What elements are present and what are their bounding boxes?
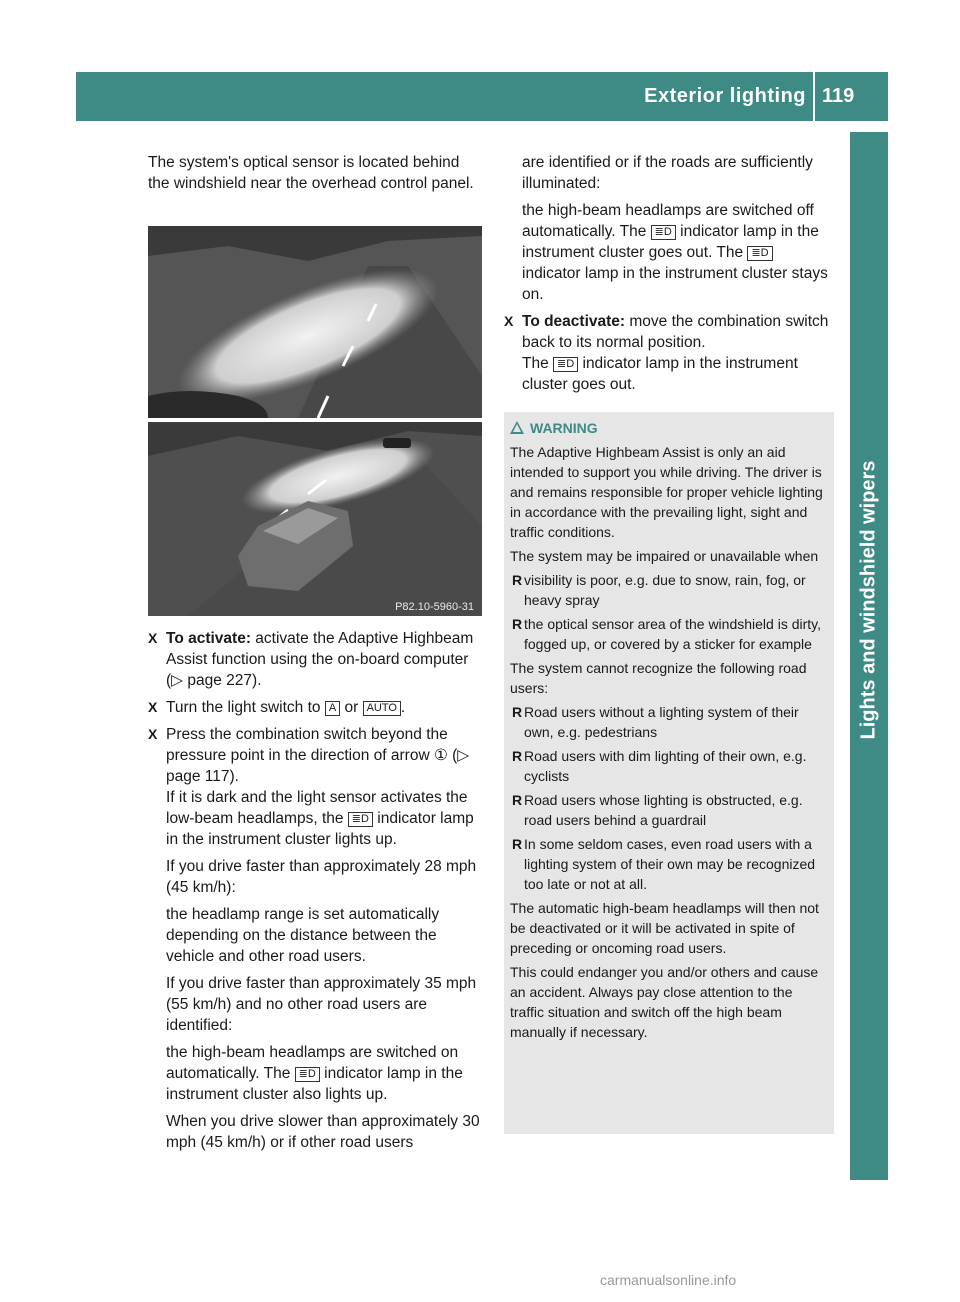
warning-para-3: The system cannot recognize the following road users:: [510, 660, 807, 696]
high-beam-indicator-icon: ≣D: [651, 225, 676, 240]
light-switch-auto-icon: AUTO: [363, 701, 401, 716]
figure-code: P82.10-5960-31: [395, 601, 474, 613]
para-35mph: If you drive faster than approximately 35 mph (55 km/h) and no other road users are identified:: [166, 975, 477, 1034]
low-beam-indicator-icon: ≣D: [747, 246, 772, 261]
intro-paragraph: The system's optical sensor is located behind the windshield near the overhead control panel.: [148, 154, 474, 192]
para-28mph: If you drive faster than approximately 28 mph (45 km/h):: [166, 858, 477, 896]
para-continuation: are identified or if the roads are sufficiently illuminated:: [522, 154, 813, 192]
para-high-beam-off: the high-beam headlamps are switched off automatically. The ≣D indicator lamp in the instrument cluster goes out. The ≣D indicator lamp in the instrument cluster stays on.: [522, 202, 828, 303]
headlamp-illustration: [148, 226, 482, 616]
warning-box: [504, 412, 834, 1134]
step-arrow-icon: X: [148, 630, 158, 646]
footer-watermark: carmanualsonline.info: [600, 1272, 737, 1288]
para-high-beam-on: the high-beam headlamps are switched on automatically. The ≣D indicator lamp in the instrument cluster also lights up.: [166, 1044, 463, 1103]
warning-content: [510, 418, 830, 1046]
warning-para-4: The automatic high-beam headlamps will then not be deactivated or it will be activated in spite of preceding or oncoming road users.: [510, 900, 819, 956]
left-column: [148, 152, 482, 194]
step-activate: X To activate: activate the Adaptive Highbeam Assist function using the on-board computer (▷ page 227).: [148, 630, 474, 689]
page-number: 119: [822, 85, 855, 107]
list-item: R In some seldom cases, even road users with a lighting system of their own may be recognized too late or not at all.: [512, 836, 816, 892]
warning-para-1: The Adaptive Highbeam Assist is only an aid intended to support you while driving. The driver is and remains responsible for proper vehicle lighting in accordance with the prevailing light, sight and traffic conditions.: [510, 444, 823, 540]
step-light-switch: X Turn the light switch to A or AUTO .: [148, 699, 406, 716]
step-arrow-icon: X: [148, 726, 158, 742]
step-arrow-icon: X: [148, 699, 158, 715]
warning-para-2: The system may be impaired or unavailable when: [510, 548, 819, 564]
illustration-svg: [148, 226, 482, 616]
para-deactivate-lamp: The ≣D indicator lamp in the instrument cluster goes out.: [522, 355, 798, 393]
right-column: [504, 152, 834, 395]
section-title: Exterior lighting: [644, 85, 806, 107]
list-item: R visibility is poor, e.g. due to snow, rain, fog, or heavy spray: [512, 572, 806, 608]
warning-para-5: This could endanger you and/or others and cause an accident. Always pay close attention to the traffic situation and switch off the high beam manually if necessary.: [510, 964, 819, 1040]
step-press-switch: X Press the combination switch beyond the pressure point in the direction of arrow ① (▷ page 117).: [148, 726, 470, 785]
low-beam-indicator-icon: ≣D: [553, 357, 578, 372]
low-beam-indicator-icon: ≣D: [348, 812, 373, 827]
step-arrow-icon: X: [504, 313, 514, 329]
para-30mph: When you drive slower than approximately 30 mph (45 km/h) or if other road users: [166, 1113, 480, 1151]
list-item: R the optical sensor area of the windshield is dirty, fogged up, or covered by a sticker for example: [512, 616, 822, 652]
left-column-steps: [148, 628, 482, 1153]
para-low-beam: If it is dark and the light sensor activates the low-beam headlamps, the ≣D indicator lamp in the instrument cluster lights up.: [166, 789, 474, 848]
list-item: R Road users without a lighting system of their own, e.g. pedestrians: [512, 704, 799, 740]
step-deactivate: X To deactivate: move the combination switch back to its normal position.: [504, 313, 829, 351]
chapter-label: Lights and windshield wipers: [857, 460, 880, 740]
header-divider: [813, 72, 815, 121]
page-header: [76, 72, 888, 121]
para-headlamp-range: the headlamp range is set automatically depending on the distance between the vehicle and other road users.: [166, 906, 440, 965]
warning-triangle-icon: [510, 421, 524, 434]
list-item: R Road users with dim lighting of their own, e.g. cyclists: [512, 748, 807, 784]
list-item: R Road users whose lighting is obstructed, e.g. road users behind a guardrail: [512, 792, 803, 828]
warning-heading: WARNING: [510, 418, 830, 438]
light-switch-a-icon: A: [325, 701, 340, 716]
high-beam-indicator-icon: ≣D: [295, 1067, 320, 1082]
